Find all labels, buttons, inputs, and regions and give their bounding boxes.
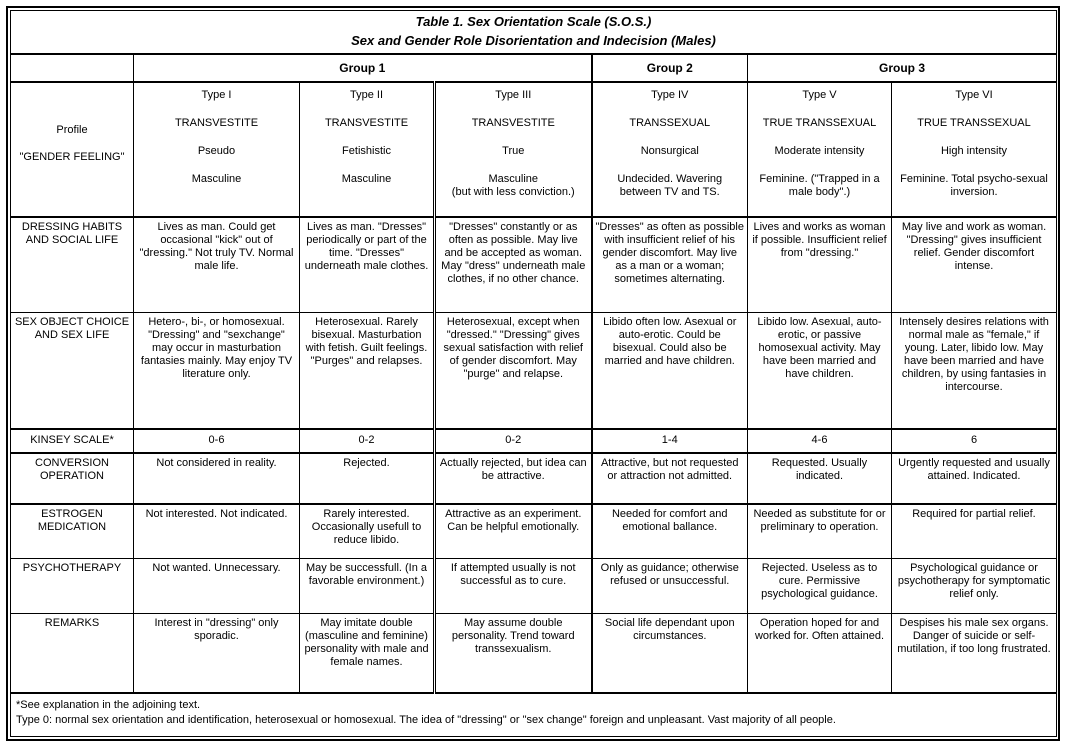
conversion-type3: Actually rejected, but idea can be attractive. [435,453,592,504]
remarks-type6: Despises his male sex organs. Danger of suicide or self-mutilation, if too long frustrated. [892,614,1057,693]
psychotherapy-type1: Not wanted. Unnecessary. [134,559,300,614]
estrogen-type5: Needed as substitute for or preliminary to operation. [748,504,892,559]
psychotherapy-type5: Rejected. Useless as to cure. Permissive psychological guidance. [748,559,892,614]
remarks-type1: Interest in "dressing" only sporadic. [134,614,300,693]
profile-label-line2: "GENDER FEELING" [19,150,125,163]
type1-name: TRANSVESTITE [174,116,259,129]
estrogen-type6: Required for partial relief. [892,504,1057,559]
dressing-type5: Lives and works as woman if possible. Insufficient relief from "dressing." [748,217,892,313]
kinsey-row-label: KINSEY SCALE* [11,429,134,453]
dressing-type3: "Dresses" constantly or as often as possible. May live and be accepted as woman. May "dress" underneath male clothes, if no other chance. [435,217,592,313]
group-header-empty [11,54,134,82]
type4-name: TRANSSEXUAL [629,116,711,129]
type6-name: TRUE TRANSSEXUAL [917,116,1031,129]
psychotherapy-type6: Psychological guidance or psychotherapy for symptomatic relief only. [892,559,1057,614]
type1-label: Type I [201,88,232,101]
kinsey-type5: 4-6 [748,429,892,453]
type4-feeling: Undecided. Wavering between TV and TS. [617,172,723,198]
sexobject-type5: Libido low. Asexual, auto-erotic, or passive homosexual activity. May have been married and have children. [748,313,892,429]
sexobject-type3: Heterosexual, except when "dressed." "Dressing" gives sexual satisfaction with relief of gender discomfort. May "purge" and relapse. [435,313,592,429]
type5-feeling: Feminine. ("Trapped in a male body".) [759,172,880,198]
type-header-row [11,82,1057,217]
remarks-row-label: REMARKS [11,614,134,693]
profile-row-label [11,82,134,217]
type6-header [892,82,1057,217]
dressing-row [11,217,1057,313]
type2-name: TRANSVESTITE [324,116,409,129]
type2-label: Type II [349,88,384,101]
dressing-row-label: DRESSING HABITS AND SOCIAL LIFE [11,217,134,313]
type1-header [134,82,300,217]
dressing-type2: Lives as man. "Dresses" periodically or part of the time. "Dresses" underneath male clothes. [300,217,435,313]
type5-name: TRUE TRANSSEXUAL [762,116,877,129]
psychotherapy-type3: If attempted usually is not successful as to cure. [435,559,592,614]
kinsey-type1: 0-6 [134,429,300,453]
profile-label-line1: Profile [56,123,88,136]
estrogen-row-label: ESTROGEN MEDICATION [11,504,134,559]
type2-variant: Fetishistic [342,144,391,157]
type4-label: Type IV [651,88,689,101]
estrogen-row [11,504,1057,559]
footnote [11,693,1057,737]
estrogen-type1: Not interested. Not indicated. [134,504,300,559]
estrogen-type3: Attractive as an experiment. Can be helpful emotionally. [435,504,592,559]
type3-feeling: Masculine (but with less conviction.) [451,172,575,198]
remarks-type5: Operation hoped for and worked for. Often attained. [748,614,892,693]
group-header-row [11,54,1057,82]
type1-variant: Pseudo [197,144,236,157]
sexobject-type6: Intensely desires relations with normal male as "female," if young. Later, libido low. May have been married and have children, by using fantasies in intercourse. [892,313,1057,429]
type5-variant: Moderate intensity [774,144,865,157]
psychotherapy-row-label: PSYCHOTHERAPY [11,559,134,614]
group2-header: Group 2 [592,54,748,82]
remarks-type4: Social life dependant upon circumstances. [592,614,748,693]
type5-header [748,82,892,217]
remarks-type3: May assume double personality. Trend toward transsexualism. [435,614,592,693]
conversion-type5: Requested. Usually indicated. [748,453,892,504]
table-title-line2: Sex and Gender Role Disorientation and Indecision (Males) [351,32,716,48]
psychotherapy-row [11,559,1057,614]
type1-feeling: Masculine [191,172,242,185]
kinsey-type6: 6 [892,429,1057,453]
type4-header [592,82,748,217]
type6-variant: High intensity [940,144,1008,157]
type3-variant: True [502,144,525,157]
table-title-line1: Table 1. Sex Orientation Scale (S.O.S.) [415,14,652,29]
kinsey-type2: 0-2 [300,429,435,453]
conversion-row [11,453,1057,504]
type6-feeling: Feminine. Total psycho-sexual inversion. [900,172,1048,198]
estrogen-type2: Rarely interested. Occasionally usefull to reduce libido. [300,504,435,559]
sexobject-type1: Hetero-, bi-, or homosexual. "Dressing" and "sexchange" may occur in masturbation fantasies mainly. May enjoy TV literature only. [134,313,300,429]
type4-variant: Nonsurgical [640,144,699,157]
title-row [11,11,1057,54]
dressing-type1: Lives as man. Could get occasional "kick" out of "dressing." Not truly TV. Normal male life. [134,217,300,313]
kinsey-type3: 0-2 [435,429,592,453]
sos-table [10,10,1057,737]
dressing-type6: May live and work as woman. "Dressing" gives insufficient relief. Gender discomfort intense. [892,217,1057,313]
conversion-type6: Urgently requested and usually attained. Indicated. [892,453,1057,504]
type5-label: Type V [802,88,837,101]
type2-feeling: Masculine [341,172,392,185]
remarks-row [11,614,1057,693]
conversion-type4: Attractive, but not requested or attraction not admitted. [592,453,748,504]
conversion-type1: Not considered in reality. [134,453,300,504]
conversion-type2: Rejected. [300,453,435,504]
estrogen-type4: Needed for comfort and emotional ballance. [592,504,748,559]
table-title [11,11,1057,54]
dressing-type4: "Dresses" as often as possible with insufficient relief of his gender discomfort. May live as a man or a woman; sometimes alternating. [592,217,748,313]
remarks-type2: May imitate double (masculine and feminine) personality with male and female names. [300,614,435,693]
sexobject-type4: Libido often low. Asexual or auto-erotic. Could be bisexual. Could also be married and have children. [592,313,748,429]
type2-header [300,82,435,217]
footnote-row [11,693,1057,737]
type3-label: Type III [495,88,532,101]
kinsey-row [11,429,1057,453]
sexobject-type2: Heterosexual. Rarely bisexual. Masturbation with fetish. Guilt feelings. "Purges" and relapses. [300,313,435,429]
sexobject-row [11,313,1057,429]
footnote-line1: *See explanation in the adjoining text. [16,698,201,711]
group3-header: Group 3 [748,54,1057,82]
table-outer-frame [6,6,1060,741]
type6-label: Type VI [955,88,993,101]
type3-name: TRANSVESTITE [471,116,555,129]
psychotherapy-type2: May be successfull. (In a favorable environment.) [300,559,435,614]
sexobject-row-label: SEX OBJECT CHOICE AND SEX LIFE [11,313,134,429]
psychotherapy-type4: Only as guidance; otherwise refused or unsuccessful. [592,559,748,614]
kinsey-type4: 1-4 [592,429,748,453]
group1-header: Group 1 [134,54,592,82]
footnote-line2: Type 0: normal sex orientation and identification, heterosexual or homosexual. The idea of "dressing" or "sex change" foreign and unpleasant. Vast majority of all people. [16,713,836,726]
conversion-row-label: CONVERSION OPERATION [11,453,134,504]
type3-header [435,82,592,217]
